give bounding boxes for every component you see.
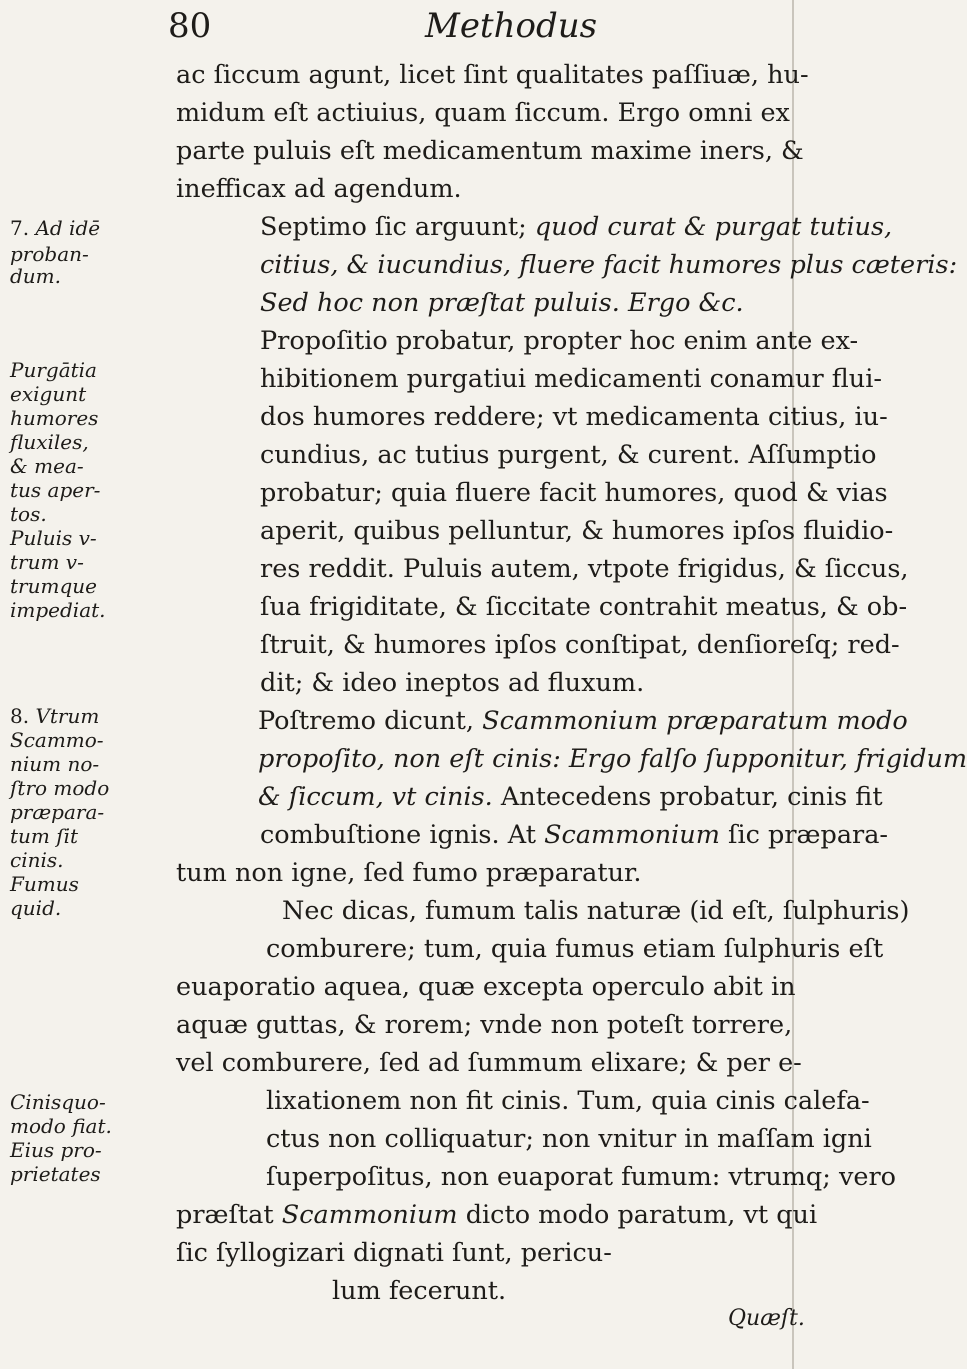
margin-note-text: modo fiat. [10,1114,112,1138]
text-line-content: ſic præpara- [728,820,889,850]
text-line [260,512,894,550]
text-line-content: Nec dicas, fumum talis naturæ (id eſt, ſulphuris) [282,896,910,926]
text-line [260,474,888,512]
text-line [258,778,883,816]
margin-note-text: trumque [10,574,97,598]
text-line-content: citius, & iucundius, fluere facit humores plus cæteris: [260,250,958,280]
text-line [260,284,875,322]
margin-note-text: Cinisquo- [10,1090,106,1114]
text-line [260,626,900,664]
margin-note-text: Puluis v- [10,526,97,550]
page-header [0,6,800,46]
margin-note-text: proban- [10,242,89,266]
margin-note-number: 8. [10,704,36,728]
margin-note-text: dum. [10,264,62,288]
catchword: Quæſt. [728,1306,805,1331]
text-line [176,170,791,208]
text-line-content: ſtruit, & humores ipſos conſtipat, denſioreſq; red- [260,630,900,660]
margin-note [10,262,176,290]
text-line [260,246,958,284]
text-line-lead: combuſtione ignis. At [260,820,545,850]
margin-note [10,214,176,242]
text-line-content: euaporatio aquea, quæ excepta operculo abit in [176,972,796,1002]
margin-note-text: nium no- [10,752,100,776]
text-line [176,132,804,170]
text-line-content: probatur; quia fluere facit humores, quod & vias [260,478,888,508]
text-line [266,1158,896,1196]
text-line-lead-italic: Scammonium [281,1200,466,1230]
text-line [260,436,875,474]
text-line-content: inefficax ad agendum. [176,174,462,204]
margin-note [10,596,176,624]
text-line-content: Scammonium præparatum modo [482,706,908,736]
text-line-content: Sed hoc non præſtat puluis. Ergo &c. [260,288,744,318]
text-line-content: dicto modo paratum, vt qui [465,1200,818,1230]
text-line [176,56,809,94]
text-line-content: ac ſiccum agunt, licet ſint qualitates paſſiuæ, hu- [176,60,809,90]
margin-note-text: ſtro modo [10,776,110,800]
text-line [266,1120,881,1158]
margin-note-number: 7. [10,216,36,240]
margin-note-text: Scammo- [10,728,104,752]
text-line [260,816,889,854]
margin-note-text: Ad idē [35,216,101,240]
text-line-content: tum non igne, ſed fumo præparatur. [176,858,642,888]
margin-note-text: exigunt [10,382,87,406]
text-line-content: Antecedens probatur, cinis fit [500,782,883,812]
margin-note-text: trum v- [10,550,84,574]
margin-note-text: tum ſit [10,824,79,848]
margin-note-text: Eius pro- [10,1138,102,1162]
text-line [260,550,909,588]
text-line-content: res reddit. Puluis autem, vtpote frigidus, & ſiccus, [260,554,909,584]
text-line [176,94,791,132]
text-line-content: midum eſt actiuius, quam ſiccum. Ergo omni ex [176,98,790,128]
text-line-lead: Poſtremo dicunt, [258,706,483,736]
text-line [258,740,967,778]
text-line-content: dos humores reddere; vt medicamenta citius, iu- [260,402,888,432]
text-line-lead-italic: & ſiccum, vt cinis. [258,782,501,812]
margin-note-text: quid. [10,896,62,920]
text-line [176,1234,791,1272]
margin-note-text: tos. [10,502,47,526]
margin-note-text: Fumus [10,872,79,896]
text-line [332,1272,947,1310]
text-line-content: vel comburere, ſed ad ſummum elixare; & per e- [176,1048,802,1078]
page-number: 80 [168,6,212,46]
text-line [176,1196,818,1234]
text-line-lead: præſtat [176,1200,282,1230]
margin-note-text: & mea- [10,454,84,478]
margin-note-text: fluxiles, [10,430,89,454]
text-line [176,968,796,1006]
running-title: Methodus [425,6,598,46]
text-line-content: parte puluis eſt medicamentum maxime iners, & [176,136,804,166]
text-line [282,892,910,930]
text-line-content: hibitionem purgatiui medicamenti conamur flui- [260,364,882,394]
margin-note-text: præpara- [10,800,105,824]
text-line [266,930,884,968]
margin-note-text: Purgātia [10,358,97,382]
margin-note-text: cinis. [10,848,64,872]
text-line-content: quod curat & purgat tutius, [534,212,893,242]
text-line-lead: Septimo ſic arguunt; [260,212,535,242]
text-line-content: aquæ guttas, & rorem; vnde non poteſt torrere, [176,1010,793,1040]
text-line [260,322,875,360]
text-line [258,702,908,740]
text-line-content: ſuperpoſitus, non euaporat fumum: vtrumq; vero [266,1162,896,1192]
margin-note-text: impediat. [10,598,106,622]
text-line [266,1082,881,1120]
margin-note [10,894,176,922]
text-line-content: propoſito, non eſt cinis: Ergo falſo ſupponitur, frigidum [258,744,967,774]
text-line-content: aperit, quibus pelluntur, & humores ipſos fluidio- [260,516,894,546]
text-line-content: lum fecerunt. [332,1276,507,1306]
margin-note-text: tus aper- [10,478,101,502]
text-line-content: ſua frigiditate, & ſiccitate contrahit meatus, & ob- [260,592,908,622]
text-line [260,208,893,246]
text-line [260,664,875,702]
text-line [176,854,791,892]
margin-note [10,1160,176,1188]
text-line-content: Propoſitio probatur, propter hoc enim ante ex- [260,326,859,356]
text-line-lead-italic: Scammonium [544,820,729,850]
text-line-content: ctus non colliquatur; non vnitur in maſſam igni [266,1124,872,1154]
text-line [176,1006,791,1044]
text-line [176,1044,802,1082]
text-line-content: lixationem non fit cinis. Tum, quia cinis calefa- [266,1086,870,1116]
margin-note-text: Vtrum [35,704,100,728]
text-line-content: dit; & ideo ineptos ad fluxum. [260,668,645,698]
text-line [260,588,908,626]
margin-note-text: prietates [10,1162,101,1186]
text-line [260,398,888,436]
text-line-content: cundius, ac tutius purgent, & curent. Aſſumptio [260,440,877,470]
margin-note-text: humores [10,406,99,430]
text-line-content: comburere; tum, quia fumus etiam ſulphuris eſt [266,934,884,964]
text-line [260,360,882,398]
text-line-content: ſic ſyllogizari dignati ſunt, pericu- [176,1238,612,1268]
